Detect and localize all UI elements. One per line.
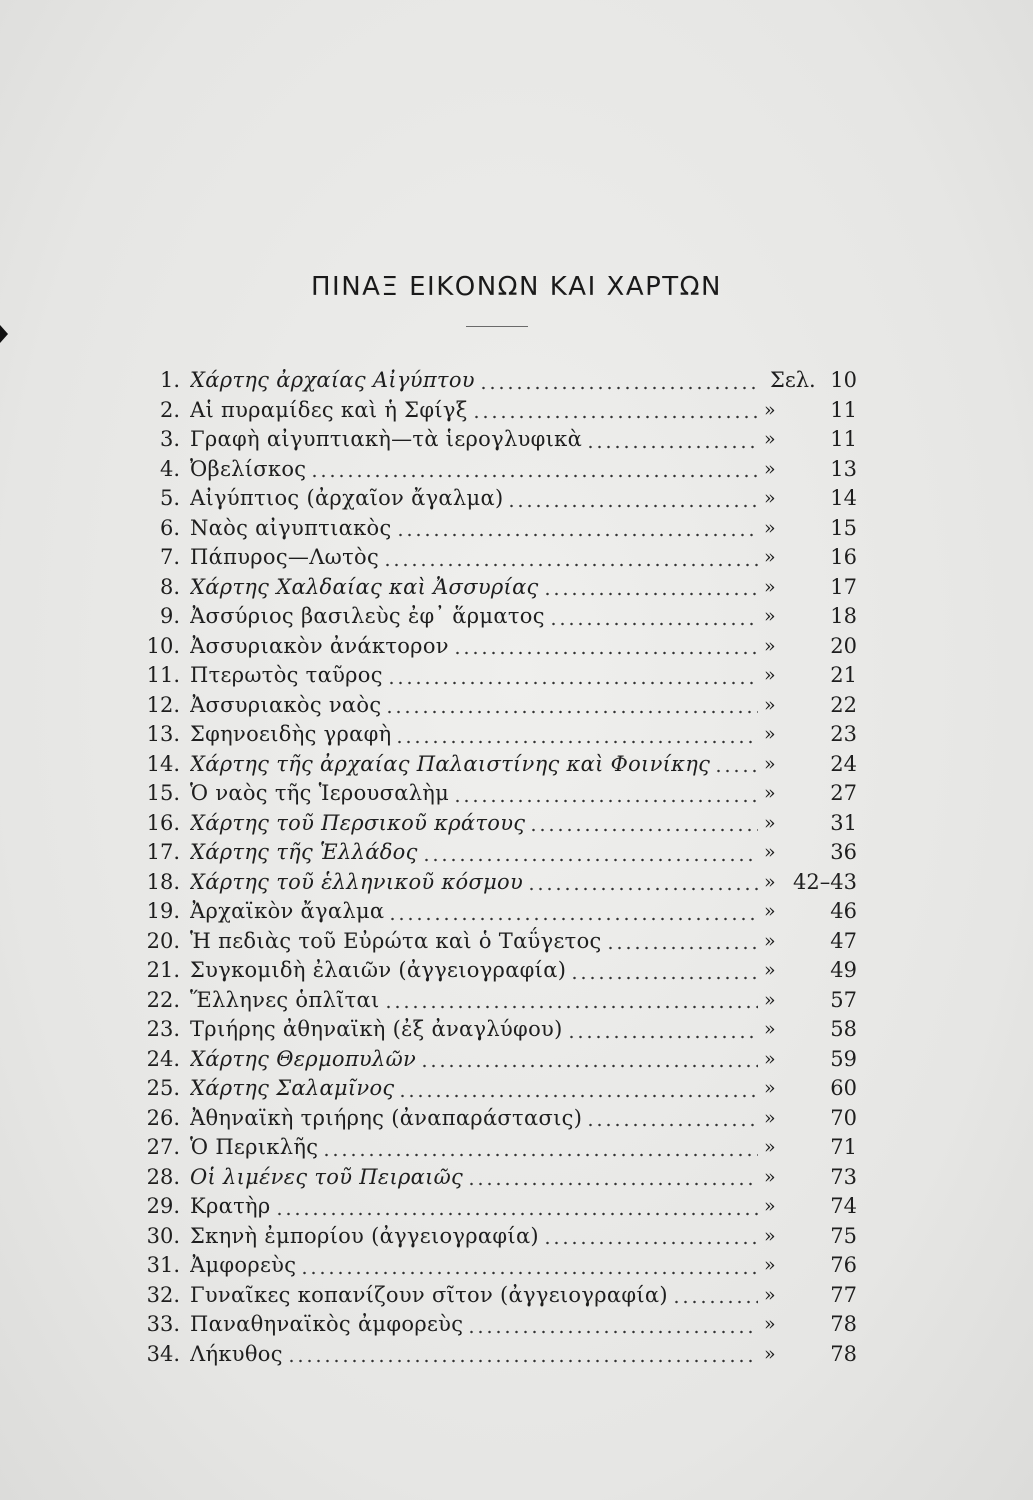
entry-page-number: 47 bbox=[830, 928, 857, 953]
entry-page-number: 21 bbox=[830, 663, 857, 687]
ditto-mark: » bbox=[764, 634, 776, 657]
list-item bbox=[0, 514, 1033, 544]
list-item bbox=[0, 1074, 1033, 1104]
entry-title-line bbox=[190, 1163, 758, 1193]
list-item bbox=[0, 1310, 1033, 1340]
entry-title-line bbox=[190, 396, 758, 426]
ditto-mark: » bbox=[764, 1077, 776, 1099]
entry-number: 13. bbox=[146, 722, 180, 746]
entry-page-number: 11 bbox=[830, 427, 857, 451]
entry-title-line bbox=[190, 1133, 758, 1163]
entry-title-line bbox=[190, 956, 758, 986]
list-item bbox=[0, 602, 1033, 632]
entry-title: Οἱ λιμένες τοῦ Πειραιῶς bbox=[190, 1164, 464, 1189]
entry-page-number: 16 bbox=[830, 545, 857, 569]
dot-leader bbox=[507, 503, 758, 509]
ditto-mark: » bbox=[764, 398, 776, 421]
entry-number: 3. bbox=[159, 427, 180, 451]
entry-title: Ἀσσυριακὸν ἀνάκτορον bbox=[190, 633, 449, 658]
table-of-contents bbox=[0, 366, 1033, 1369]
dot-leader bbox=[384, 1004, 758, 1010]
dot-leader bbox=[388, 916, 758, 922]
list-item bbox=[0, 661, 1033, 691]
list-item bbox=[0, 868, 1033, 898]
entry-page-number: 49 bbox=[830, 958, 857, 982]
entry-page-number: 20 bbox=[830, 633, 857, 658]
dot-leader bbox=[467, 1181, 758, 1187]
entry-number: 2. bbox=[159, 397, 180, 422]
dot-leader bbox=[567, 1034, 758, 1040]
entry-title-line bbox=[190, 897, 758, 927]
list-item bbox=[0, 1340, 1033, 1370]
ditto-mark: » bbox=[764, 693, 776, 716]
list-item bbox=[0, 927, 1033, 957]
entry-number: 21. bbox=[146, 958, 180, 982]
dot-leader bbox=[453, 650, 758, 656]
ditto-mark: » bbox=[764, 1313, 776, 1335]
list-item bbox=[0, 455, 1033, 485]
entry-title-line bbox=[190, 691, 758, 721]
entry-title: Χάρτης Χαλδαίας καὶ Ἀσσυρίας bbox=[190, 574, 539, 599]
entry-page-number: 31 bbox=[830, 810, 857, 835]
entry-number: 19. bbox=[146, 899, 180, 923]
list-item bbox=[0, 1015, 1033, 1045]
entry-number: 29. bbox=[146, 1194, 180, 1218]
list-item bbox=[0, 720, 1033, 750]
entry-title-line bbox=[190, 838, 758, 868]
ditto-mark: » bbox=[764, 1342, 776, 1365]
entry-page-number: 78 bbox=[830, 1312, 857, 1336]
list-item bbox=[0, 779, 1033, 809]
list-item bbox=[0, 691, 1033, 721]
dot-leader bbox=[606, 945, 758, 951]
entry-page-number: 10 bbox=[830, 368, 857, 392]
dot-leader bbox=[383, 562, 758, 568]
entry-title: Χάρτης τῆς Ἑλλάδος bbox=[190, 840, 418, 864]
entry-title: Ἡ πεδιὰς τοῦ Εὐρώτα καὶ ὁ Ταΰγετος bbox=[190, 928, 602, 953]
entry-number: 4. bbox=[159, 456, 180, 481]
entry-number: 7. bbox=[159, 545, 180, 569]
entry-number: 31. bbox=[146, 1253, 180, 1277]
dot-leader bbox=[287, 1358, 758, 1364]
ditto-mark: » bbox=[764, 841, 776, 863]
entry-page-number: 59 bbox=[830, 1046, 857, 1071]
entry-title-line bbox=[190, 1281, 758, 1311]
dot-leader bbox=[398, 1093, 758, 1099]
entry-page-number: 60 bbox=[830, 1076, 857, 1100]
ditto-mark: » bbox=[764, 1224, 776, 1247]
entry-title-line bbox=[190, 366, 758, 396]
entry-title-line bbox=[190, 632, 758, 662]
entry-number: 10. bbox=[146, 633, 180, 658]
dot-leader bbox=[479, 385, 758, 391]
entry-number: 17. bbox=[146, 840, 180, 864]
entry-title: Συγκομιδὴ ἐλαιῶν (ἀγγειογραφία) bbox=[190, 958, 567, 982]
dot-leader bbox=[543, 591, 758, 597]
entry-number: 25. bbox=[146, 1076, 180, 1100]
entry-title-line bbox=[190, 1074, 758, 1104]
entry-number: 34. bbox=[146, 1341, 180, 1366]
list-item bbox=[0, 1163, 1033, 1193]
entry-page-number: 57 bbox=[830, 987, 857, 1012]
dot-leader bbox=[310, 473, 758, 479]
entry-title: Ἀρχαϊκὸν ἄγαλμα bbox=[190, 899, 385, 923]
entry-page-number: 58 bbox=[830, 1017, 857, 1041]
entry-title: Γραφὴ αἰγυπτιακὴ—τὰ ἱερογλυφικὰ bbox=[190, 427, 583, 451]
list-item bbox=[0, 838, 1033, 868]
ditto-mark: » bbox=[764, 988, 776, 1011]
entry-page-number: 13 bbox=[830, 456, 857, 481]
entry-page-number: 17 bbox=[830, 574, 857, 599]
entry-title-line bbox=[190, 868, 758, 898]
dot-leader bbox=[472, 414, 758, 420]
entry-title-line bbox=[190, 1192, 758, 1222]
dot-leader bbox=[549, 621, 758, 627]
entry-title: Χάρτης τοῦ ἑλληνικοῦ κόσμου bbox=[190, 869, 524, 894]
entry-title-line bbox=[190, 779, 758, 809]
entry-number: 18. bbox=[146, 869, 180, 894]
ditto-mark: » bbox=[764, 516, 776, 539]
entry-title: Ἀσσύριος βασιλεὺς ἐφ᾽ ἅρματος bbox=[190, 604, 545, 628]
entry-page-number: 76 bbox=[830, 1253, 857, 1277]
dot-leader bbox=[387, 680, 758, 686]
entry-number: 26. bbox=[146, 1105, 180, 1130]
ditto-mark: » bbox=[764, 546, 776, 568]
ditto-mark: » bbox=[764, 428, 776, 450]
entry-number: 23. bbox=[146, 1017, 180, 1041]
entry-page-number: 23 bbox=[830, 722, 857, 746]
entry-title-line bbox=[190, 750, 758, 780]
entry-title: Πτερωτὸς ταῦρος bbox=[190, 663, 383, 687]
entry-title: Σκηνὴ ἐμπορίου (ἀγγειογραφία) bbox=[190, 1223, 539, 1248]
ditto-mark: » bbox=[764, 605, 776, 627]
list-item bbox=[0, 1192, 1033, 1222]
entry-page-number: 18 bbox=[830, 604, 857, 628]
entry-number: 15. bbox=[146, 781, 180, 805]
list-item bbox=[0, 543, 1033, 573]
list-item bbox=[0, 366, 1033, 396]
entry-title-line bbox=[190, 425, 758, 455]
ditto-mark: » bbox=[764, 1254, 776, 1276]
entry-number: 22. bbox=[146, 987, 180, 1012]
page-label: Σελ. bbox=[770, 368, 816, 392]
entry-title: Πάπυρος—Λωτὸς bbox=[190, 545, 380, 569]
entry-page-number: 70 bbox=[830, 1105, 857, 1130]
entry-title-line bbox=[190, 573, 758, 603]
entry-title: Ναὸς αἰγυπτιακὸς bbox=[190, 515, 392, 540]
dot-leader bbox=[275, 1211, 758, 1217]
dot-leader bbox=[322, 1152, 758, 1158]
entry-title-line bbox=[190, 1340, 758, 1370]
entry-title: Ὁ Περικλῆς bbox=[190, 1135, 319, 1159]
entry-page-number: 71 bbox=[830, 1135, 857, 1159]
entry-title: Τριήρης ἀθηναϊκὴ (ἐξ ἀναγλύφου) bbox=[190, 1017, 563, 1041]
entry-title: Κρατὴρ bbox=[190, 1194, 271, 1218]
list-item bbox=[0, 897, 1033, 927]
entry-page-number: 36 bbox=[830, 840, 857, 864]
entry-title-line bbox=[190, 986, 758, 1016]
entry-title: Ἀμφορεὺς bbox=[190, 1253, 297, 1277]
entry-number: 9. bbox=[159, 604, 180, 628]
ditto-mark: » bbox=[764, 900, 776, 922]
ditto-mark: » bbox=[764, 1018, 776, 1040]
entry-title: Ἀσσυριακὸς ναὸς bbox=[190, 692, 382, 717]
entry-page-number: 74 bbox=[830, 1194, 857, 1218]
ditto-mark: » bbox=[764, 457, 776, 480]
dot-leader bbox=[453, 798, 758, 804]
entry-page-number: 27 bbox=[830, 781, 857, 805]
dot-leader bbox=[543, 1240, 758, 1246]
entry-number: 33. bbox=[146, 1312, 180, 1336]
entry-title-line bbox=[190, 514, 758, 544]
list-item bbox=[0, 396, 1033, 426]
entry-number: 28. bbox=[146, 1164, 180, 1189]
ditto-mark: » bbox=[764, 664, 776, 686]
entry-title-line bbox=[190, 661, 758, 691]
entry-page-number: 24 bbox=[830, 751, 857, 776]
list-item bbox=[0, 956, 1033, 986]
entry-number: 5. bbox=[159, 486, 180, 510]
entry-title: Ἀθηναϊκὴ τριήρης (ἀναπαράστασις) bbox=[190, 1105, 583, 1130]
entry-title: Χάρτης τοῦ Περσικοῦ κράτους bbox=[190, 810, 526, 835]
entry-title: Γυναῖκες κοπανίζουν σῖτον (ἀγγειογραφία) bbox=[190, 1282, 668, 1307]
entry-title: Ὁ ναὸς τῆς Ἱερουσαλὴμ bbox=[190, 781, 450, 805]
entry-page-number: 15 bbox=[830, 515, 857, 540]
entry-title-line bbox=[190, 602, 758, 632]
entry-title-line bbox=[190, 455, 758, 485]
entry-page-number: 11 bbox=[830, 397, 857, 422]
entry-number: 12. bbox=[146, 692, 180, 717]
list-item bbox=[0, 632, 1033, 662]
ditto-mark: » bbox=[764, 782, 776, 804]
entry-title: Παναθηναϊκὸς ἀμφορεὺς bbox=[190, 1312, 464, 1336]
entry-title: Ὀβελίσκος bbox=[190, 456, 307, 481]
ditto-mark: » bbox=[764, 752, 776, 775]
entry-title-line bbox=[190, 1045, 758, 1075]
entry-title: Αἱ πυραμίδες καὶ ἡ Σφίγξ bbox=[190, 397, 468, 422]
dot-leader bbox=[529, 827, 758, 833]
ditto-mark: » bbox=[764, 1047, 776, 1070]
ditto-mark: » bbox=[764, 1283, 776, 1306]
entry-number: 20. bbox=[146, 928, 180, 953]
entry-number: 11. bbox=[146, 663, 180, 687]
ditto-mark: » bbox=[764, 1195, 776, 1217]
entry-title-line bbox=[190, 1104, 758, 1134]
list-item bbox=[0, 1045, 1033, 1075]
list-item bbox=[0, 1281, 1033, 1311]
ditto-mark: » bbox=[764, 1106, 776, 1129]
entry-title-line bbox=[190, 1310, 758, 1340]
entry-number: 32. bbox=[146, 1282, 180, 1307]
dot-leader bbox=[714, 768, 758, 774]
entry-title: Ἕλληνες ὁπλῖται bbox=[190, 987, 380, 1012]
entry-title: Χάρτης Θερμοπυλῶν bbox=[190, 1046, 417, 1071]
ditto-mark: » bbox=[764, 870, 776, 893]
list-item bbox=[0, 1104, 1033, 1134]
entry-title-line bbox=[190, 1015, 758, 1045]
entry-title-line bbox=[190, 543, 758, 573]
entry-title-line bbox=[190, 809, 758, 839]
entry-number: 6. bbox=[159, 515, 180, 540]
entry-title: Σφηνοειδὴς γραφὴ bbox=[190, 722, 392, 746]
entry-page-number: 42–43 bbox=[793, 869, 857, 894]
entry-title-line bbox=[190, 1251, 758, 1281]
entry-title-line bbox=[190, 927, 758, 957]
page-edge-mark bbox=[0, 325, 8, 343]
entry-title: Αἰγύπτιος (ἀρχαῖον ἄγαλμα) bbox=[190, 486, 504, 510]
dot-leader bbox=[300, 1270, 758, 1276]
entry-number: 1. bbox=[159, 368, 180, 392]
entry-title-line bbox=[190, 1222, 758, 1252]
entry-title-line bbox=[190, 484, 758, 514]
title-rule bbox=[466, 326, 528, 327]
ditto-mark: » bbox=[764, 959, 776, 981]
ditto-mark: » bbox=[764, 575, 776, 598]
list-item bbox=[0, 1133, 1033, 1163]
list-item bbox=[0, 986, 1033, 1016]
entry-title-line bbox=[190, 720, 758, 750]
dot-leader bbox=[385, 709, 758, 715]
entry-number: 8. bbox=[159, 574, 180, 599]
dot-leader bbox=[672, 1299, 758, 1305]
list-item bbox=[0, 1222, 1033, 1252]
entry-page-number: 46 bbox=[830, 899, 857, 923]
entry-number: 27. bbox=[146, 1135, 180, 1159]
page-title: ΠΙΝΑΞ ΕΙΚΟΝΩΝ ΚΑΙ ΧΑΡΤΩΝ bbox=[310, 272, 723, 302]
entry-page-number: 78 bbox=[830, 1341, 857, 1366]
entry-page-number: 75 bbox=[830, 1223, 857, 1248]
dot-leader bbox=[396, 532, 758, 538]
dot-leader bbox=[586, 444, 758, 450]
dot-leader bbox=[420, 1063, 758, 1069]
entry-page-number: 77 bbox=[830, 1282, 857, 1307]
entry-number: 30. bbox=[146, 1223, 180, 1248]
list-item bbox=[0, 484, 1033, 514]
entry-title: Χάρτης τῆς ἀρχαίας Παλαιστίνης καὶ Φοινίκης bbox=[190, 751, 711, 776]
list-item bbox=[0, 1251, 1033, 1281]
list-item bbox=[0, 750, 1033, 780]
entry-title: Χάρτης ἀρχαίας Αἰγύπτου bbox=[190, 368, 475, 392]
ditto-mark: » bbox=[764, 811, 776, 834]
entry-number: 24. bbox=[146, 1046, 180, 1071]
dot-leader bbox=[395, 739, 758, 745]
dot-leader bbox=[570, 975, 758, 981]
entry-page-number: 14 bbox=[830, 486, 857, 510]
ditto-mark: » bbox=[764, 487, 776, 509]
ditto-mark: » bbox=[764, 1136, 776, 1158]
entry-title: Χάρτης Σαλαμῖνος bbox=[190, 1076, 395, 1100]
ditto-mark: » bbox=[764, 1165, 776, 1188]
list-item bbox=[0, 809, 1033, 839]
entry-title: Λήκυθος bbox=[190, 1341, 283, 1366]
list-item bbox=[0, 425, 1033, 455]
entry-page-number: 22 bbox=[830, 692, 857, 717]
entry-number: 16. bbox=[146, 810, 180, 835]
entry-number: 14. bbox=[146, 751, 180, 776]
dot-leader bbox=[527, 886, 758, 892]
dot-leader bbox=[586, 1122, 758, 1128]
dot-leader bbox=[467, 1329, 758, 1335]
entry-page-number: 73 bbox=[830, 1164, 857, 1189]
ditto-mark: » bbox=[764, 723, 776, 745]
dot-leader bbox=[422, 857, 758, 863]
list-item bbox=[0, 573, 1033, 603]
ditto-mark: » bbox=[764, 929, 776, 952]
